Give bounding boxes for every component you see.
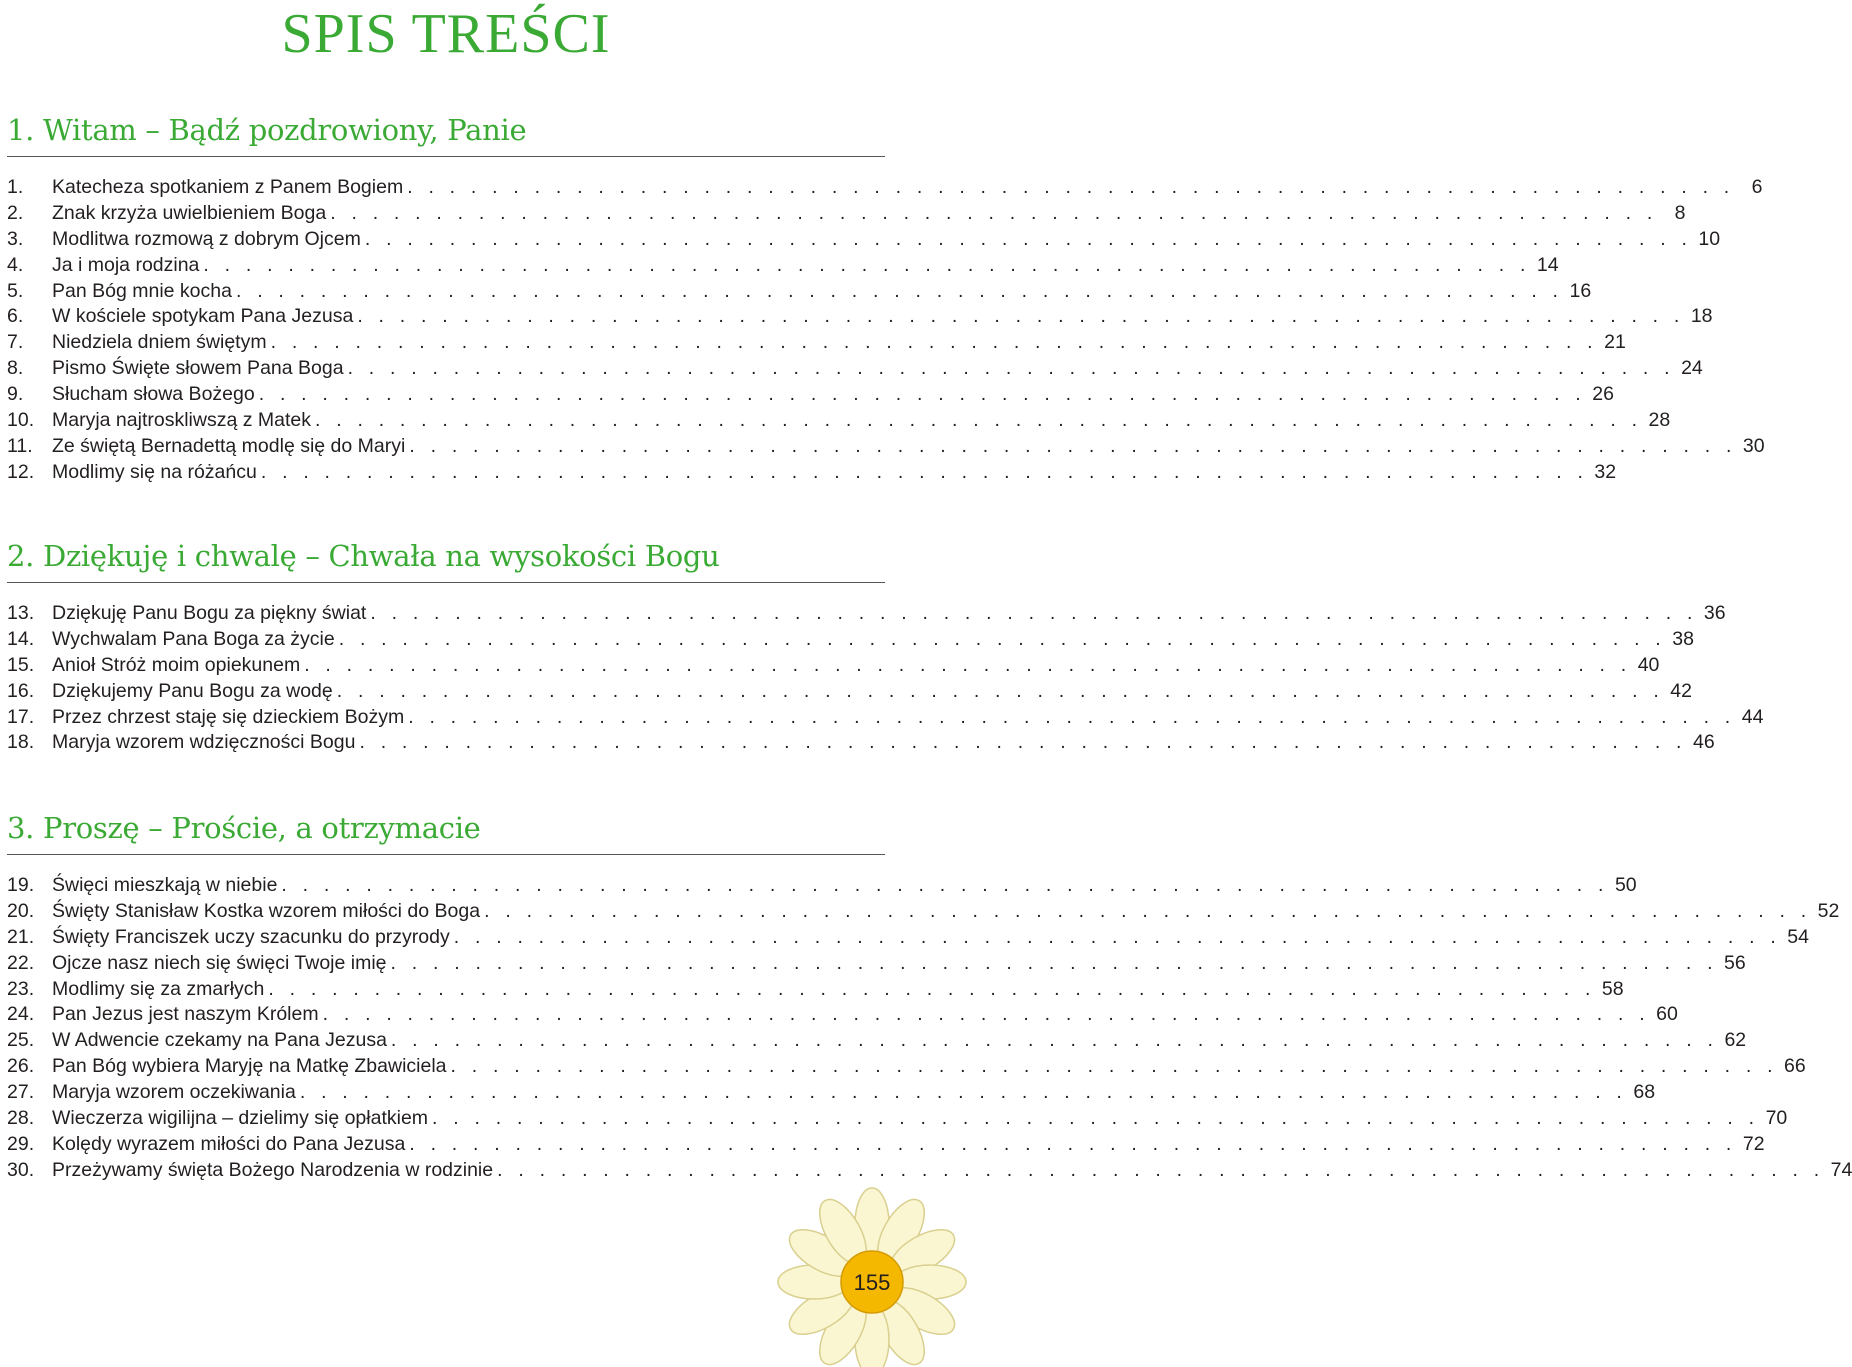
toc-entry-title: Wieczerza wigilijna – dzielimy się opłatkiem xyxy=(52,1107,429,1130)
toc-entry-number: 14. xyxy=(7,627,35,650)
toc-section-3 xyxy=(7,808,1852,1184)
toc-entry-number: 7. xyxy=(7,331,24,354)
toc-entry xyxy=(7,304,1713,330)
section-heading: 1. Witam – Bądź pozdrowiony, Panie xyxy=(7,110,885,157)
toc-leader-dots: . . . . . . . . . . . . . . . . . . . . . . . . . . . . . . . . . . . . . . . . . . . . . . . . . . . . . . . . . . . . . . . xyxy=(432,1107,1760,1130)
toc-entry-page: 72 xyxy=(1742,1132,1765,1155)
toc-entry-number: 5. xyxy=(7,279,24,302)
toc-entry-title: Niedziela dniem świętym xyxy=(52,331,267,354)
toc-entry xyxy=(7,977,1624,1003)
toc-leader-dots: . . . . . . . . . . . . . . . . . . . . . . . . . . . . . . . . . . . . . . . . . . . . . . . . . . . . . . . . . . . . . . . xyxy=(357,305,1685,328)
toc-leader-dots: . . . . . . . . . . . . . . . . . . . . . . . . . . . . . . . . . . . . . . . . . . . . . . . . . . . . . . . . . . . . . . . xyxy=(409,434,1737,457)
toc-leader-dots: . . . . . . . . . . . . . . . . . . . . . . . . . . . . . . . . . . . . . . . . . . . . . . . . . . . . . . . . . . . . . . . xyxy=(281,874,1609,896)
toc-entry-title: Przez chrzest staję się dzieckiem Bożym xyxy=(52,705,405,728)
toc-entry-number: 29. xyxy=(7,1132,35,1155)
flower-page-badge xyxy=(788,1172,960,1367)
toc-entry-title: Wychwalam Pana Boga za życie xyxy=(52,627,335,650)
toc-entry-title: Pan Jezus jest naszym Królem xyxy=(52,1003,319,1026)
toc-leader-dots: . . . . . . . . . . . . . . . . . . . . . . . . . . . . . . . . . . . . . . . . . . . . . . . . . . . . . . . . . . . . . . . xyxy=(299,1081,1628,1104)
toc-entry-page: 68 xyxy=(1633,1081,1656,1104)
toc-leader-dots: . . . . . . . . . . . . . . . . . . . . . . . . . . . . . . . . . . . . . . . . . . . . . . . . . . . . . . . . . . . . . . . xyxy=(497,1158,1825,1181)
toc-entry-number: 30. xyxy=(7,1158,35,1181)
toc-entry xyxy=(7,873,1637,899)
toc-entry xyxy=(7,227,1721,253)
toc-entry-title: W Adwencie czekamy na Pana Jezusa xyxy=(52,1029,387,1052)
toc-entry-title: Pismo Święte słowem Pana Boga xyxy=(52,357,344,380)
toc-entry-number: 22. xyxy=(7,951,35,974)
toc-entry-page: 62 xyxy=(1724,1029,1747,1052)
toc-leader-dots: . . . . . . . . . . . . . . . . . . . . . . . . . . . . . . . . . . . . . . . . . . . . . . . . . . . . . . . . . . . . . . . xyxy=(390,1029,1719,1052)
toc-entry xyxy=(7,925,1809,951)
toc-entry-number: 8. xyxy=(7,357,24,380)
toc-entry xyxy=(7,460,1617,486)
toc-entry-number: 13. xyxy=(7,602,35,624)
toc-entry-title: Pan Bóg mnie kocha xyxy=(52,279,232,302)
section-heading: 3. Proszę – Proście, a otrzymacie xyxy=(7,808,885,855)
toc-list xyxy=(7,175,1765,486)
toc-leader-dots: . . . . . . . . . . . . . . . . . . . . . . . . . . . . . . . . . . . . . . . . . . . . . . . . . . . . . . . . . . . . . . . xyxy=(260,460,1589,483)
toc-entry xyxy=(7,705,1764,731)
toc-entry xyxy=(7,679,1692,705)
toc-leader-dots: . . . . . . . . . . . . . . . . . . . . . . . . . . . . . . . . . . . . . . . . . . . . . . . . . . . . . . . . . . . . . . . xyxy=(314,409,1643,432)
toc-entry-page: 52 xyxy=(1817,899,1840,922)
toc-entry xyxy=(7,1054,1806,1080)
toc-entry xyxy=(7,899,1840,925)
toc-entry-page: 74 xyxy=(1830,1158,1852,1181)
toc-entry-number: 11. xyxy=(7,434,33,457)
toc-entry-title: Ja i moja rodzina xyxy=(52,253,200,276)
toc-entry-title: Znak krzyża uwielbieniem Boga xyxy=(52,201,327,224)
toc-leader-dots: . . . . . . . . . . . . . . . . . . . . . . . . . . . . . . . . . . . . . . . . . . . . . . . . . . . . . . . . . . . . . . . xyxy=(408,705,1736,728)
toc-entry-page: 46 xyxy=(1692,731,1715,754)
toc-leader-dots: . . . . . . . . . . . . . . . . . . . . . . . . . . . . . . . . . . . . . . . . . . . . . . . . . . . . . . . . . . . . . . . xyxy=(370,602,1698,624)
section-heading: 2. Dziękuję i chwalę – Chwała na wysokości Bogu xyxy=(7,536,885,583)
toc-entry-number: 16. xyxy=(7,679,35,702)
toc-leader-dots: . . . . . . . . . . . . . . . . . . . . . . . . . . . . . . . . . . . . . . . . . . . . . . . . . . . . . . . . . . . . . . . xyxy=(390,951,1718,974)
toc-entry-number: 26. xyxy=(7,1055,35,1078)
toc-entry-page: 50 xyxy=(1614,874,1637,896)
toc-leader-dots: . . . . . . . . . . . . . . . . . . . . . . . . . . . . . . . . . . . . . . . . . . . . . . . . . . . . . . . . . . . . . . . xyxy=(203,253,1531,276)
toc-leader-dots: . . . . . . . . . . . . . . . . . . . . . . . . . . . . . . . . . . . . . . . . . . . . . . . . . . . . . . . . . . . . . . . xyxy=(347,357,1675,380)
toc-entry xyxy=(7,601,1726,627)
toc-entry-page: 14 xyxy=(1536,253,1559,276)
toc-entry-title: Modlimy się na różańcu xyxy=(52,460,257,483)
toc-entry-number: 1. xyxy=(7,176,24,198)
toc-entry xyxy=(7,1132,1765,1158)
toc-leader-dots: . . . . . . . . . . . . . . . . . . . . . . . . . . . . . . . . . . . . . . . . . . . . . . . . . . . . . . . . . . . . . . . xyxy=(453,925,1781,948)
toc-entry-number: 4. xyxy=(7,253,24,276)
toc-entry-title: Anioł Stróż moim opiekunem xyxy=(52,653,301,676)
toc-leader-dots: . . . . . . . . . . . . . . . . . . . . . . . . . . . . . . . . . . . . . . . . . . . . . . . . . . . . . . . . . . . . . . . xyxy=(364,227,1693,250)
page-title: SPIS TREŚCI xyxy=(281,3,611,65)
toc-entry-title: Kolędy wyrazem miłości do Pana Jezusa xyxy=(52,1132,406,1155)
toc-entry-page: 58 xyxy=(1601,977,1624,1000)
toc-entry-number: 28. xyxy=(7,1107,35,1130)
toc-entry-title: Dziękuję Panu Bogu za piękny świat xyxy=(52,602,367,624)
toc-entry-page: 60 xyxy=(1656,1003,1678,1026)
toc-entry xyxy=(7,1002,1678,1028)
toc-entry-title: Katecheza spotkaniem z Panem Bogiem xyxy=(52,176,404,198)
toc-entry xyxy=(7,1028,1747,1054)
toc-entry xyxy=(7,330,1626,356)
toc-leader-dots: . . . . . . . . . . . . . . . . . . . . . . . . . . . . . . . . . . . . . . . . . . . . . . . . . . . . . . . . . . . . . . . xyxy=(322,1003,1650,1026)
toc-entry-page: 18 xyxy=(1690,305,1713,328)
toc-entry-title: Przeżywamy święta Bożego Narodzenia w rodzinie xyxy=(52,1158,494,1181)
toc-entry-title: Święci mieszkają w niebie xyxy=(52,874,278,896)
toc-entry-page: 38 xyxy=(1672,627,1694,650)
toc-entry-page: 21 xyxy=(1604,331,1626,354)
toc-entry-page: 56 xyxy=(1724,951,1746,974)
toc-entry-title: Ojcze nasz niech się święci Twoje imię xyxy=(52,951,387,974)
toc-entry-number: 3. xyxy=(7,227,24,250)
toc-list xyxy=(7,601,1764,756)
toc-leader-dots: . . . . . . . . . . . . . . . . . . . . . . . . . . . . . . . . . . . . . . . . . . . . . . . . . . . . . . . . . . . . . . . xyxy=(484,899,1812,922)
toc-entry-number: 27. xyxy=(7,1081,35,1104)
toc-entry-page: 36 xyxy=(1703,602,1726,624)
toc-entry xyxy=(7,201,1686,227)
toc-list xyxy=(7,873,1852,1184)
toc-entry-number: 24. xyxy=(7,1003,35,1026)
toc-entry xyxy=(7,253,1559,279)
toc-entry-number: 19. xyxy=(7,874,35,896)
toc-section-2 xyxy=(7,536,1764,756)
toc-entry-page: 8 xyxy=(1674,201,1686,224)
toc-entry-page: 10 xyxy=(1698,227,1721,250)
toc-entry-number: 20. xyxy=(7,899,35,922)
toc-entry-page: 24 xyxy=(1681,357,1703,380)
toc-leader-dots: . . . . . . . . . . . . . . . . . . . . . . . . . . . . . . . . . . . . . . . . . . . . . . . . . . . . . . . . . . . . . . . xyxy=(450,1055,1778,1078)
toc-entry-number: 17. xyxy=(7,705,35,728)
toc-entry-page: 28 xyxy=(1648,409,1671,432)
toc-leader-dots: . . . . . . . . . . . . . . . . . . . . . . . . . . . . . . . . . . . . . . . . . . . . . . . . . . . . . . . . . . . . . . . xyxy=(336,679,1664,702)
toc-section-1 xyxy=(7,110,1765,486)
toc-entry-page: 44 xyxy=(1741,705,1764,728)
toc-entry-page: 16 xyxy=(1569,279,1592,302)
toc-entry xyxy=(7,1158,1852,1184)
toc-entry-title: Modlitwa rozmową z dobrym Ojcem xyxy=(52,227,361,250)
toc-entry-title: Maryja wzorem wdzięczności Bogu xyxy=(52,731,356,754)
toc-entry-number: 10. xyxy=(7,409,35,432)
toc-entry xyxy=(7,951,1746,977)
toc-entry-number: 12. xyxy=(7,460,35,483)
toc-entry-page: 42 xyxy=(1670,679,1692,702)
toc-leader-dots: . . . . . . . . . . . . . . . . . . . . . . . . . . . . . . . . . . . . . . . . . . . . . . . . . . . . . . . . . . . . . . . xyxy=(407,176,1735,198)
toc-entry-page: 6 xyxy=(1751,176,1763,198)
page-number: 155 xyxy=(853,1270,891,1295)
toc-entry xyxy=(7,356,1703,382)
toc-entry xyxy=(7,1080,1656,1106)
toc-entry-page: 40 xyxy=(1637,653,1660,676)
toc-entry-title: Słucham słowa Bożego xyxy=(52,383,255,406)
toc-entry-number: 2. xyxy=(7,201,24,224)
toc-leader-dots: . . . . . . . . . . . . . . . . . . . . . . . . . . . . . . . . . . . . . . . . . . . . . . . . . . . . . . . . . . . . . . . xyxy=(338,627,1666,650)
toc-entry-title: Dziękujemy Panu Bogu za wodę xyxy=(52,679,333,702)
toc-entry-title: Święty Franciszek uczy szacunku do przyrody xyxy=(52,925,450,948)
toc-entry xyxy=(7,1106,1788,1132)
toc-entry xyxy=(7,279,1592,305)
toc-entry-title: Ze świętą Bernadettą modlę się do Maryi xyxy=(52,434,406,457)
toc-entry-page: 32 xyxy=(1594,460,1617,483)
toc-entry-number: 18. xyxy=(7,731,35,754)
toc-leader-dots: . . . . . . . . . . . . . . . . . . . . . . . . . . . . . . . . . . . . . . . . . . . . . . . . . . . . . . . . . . . . . . . xyxy=(270,331,1598,354)
toc-entry-number: 15. xyxy=(7,653,35,676)
toc-entry xyxy=(7,434,1765,460)
toc-entry-page: 30 xyxy=(1742,434,1765,457)
toc-entry-title: W kościele spotykam Pana Jezusa xyxy=(52,305,354,328)
toc-leader-dots: . . . . . . . . . . . . . . . . . . . . . . . . . . . . . . . . . . . . . . . . . . . . . . . . . . . . . . . . . . . . . . . xyxy=(409,1132,1737,1155)
toc-entry-title: Maryja najtroskliwszą z Matek xyxy=(52,409,311,432)
toc-entry-title: Modlimy się za zmarłych xyxy=(52,977,265,1000)
toc-entry xyxy=(7,730,1715,756)
toc-leader-dots: . . . . . . . . . . . . . . . . . . . . . . . . . . . . . . . . . . . . . . . . . . . . . . . . . . . . . . . . . . . . . . . xyxy=(235,279,1564,302)
toc-entry xyxy=(7,653,1660,679)
toc-entry-number: 25. xyxy=(7,1029,35,1052)
toc-entry-number: 21. xyxy=(7,925,35,948)
toc-entry-number: 6. xyxy=(7,305,24,328)
toc-leader-dots: . . . . . . . . . . . . . . . . . . . . . . . . . . . . . . . . . . . . . . . . . . . . . . . . . . . . . . . . . . . . . . . xyxy=(268,977,1596,1000)
toc-entry-title: Święty Stanisław Kostka wzorem miłości do Boga xyxy=(52,899,481,922)
toc-entry-page: 70 xyxy=(1765,1107,1788,1130)
toc-entry xyxy=(7,382,1614,408)
toc-entry-page: 26 xyxy=(1592,383,1614,406)
toc-entry-number: 23. xyxy=(7,977,35,1000)
toc-entry-page: 66 xyxy=(1784,1055,1806,1078)
toc-entry xyxy=(7,627,1694,653)
toc-leader-dots: . . . . . . . . . . . . . . . . . . . . . . . . . . . . . . . . . . . . . . . . . . . . . . . . . . . . . . . . . . . . . . . xyxy=(359,731,1687,754)
toc-leader-dots: . . . . . . . . . . . . . . . . . . . . . . . . . . . . . . . . . . . . . . . . . . . . . . . . . . . . . . . . . . . . . . . xyxy=(330,201,1658,224)
toc-leader-dots: . . . . . . . . . . . . . . . . . . . . . . . . . . . . . . . . . . . . . . . . . . . . . . . . . . . . . . . . . . . . . . . xyxy=(258,383,1586,406)
toc-entry xyxy=(7,408,1671,434)
toc-entry-number: 9. xyxy=(7,383,24,406)
toc-entry-page: 54 xyxy=(1787,925,1809,948)
toc-entry xyxy=(7,175,1763,201)
toc-entry-title: Maryja wzorem oczekiwania xyxy=(52,1081,296,1104)
toc-leader-dots: . . . . . . . . . . . . . . . . . . . . . . . . . . . . . . . . . . . . . . . . . . . . . . . . . . . . . . . . . . . . . . . xyxy=(304,653,1632,676)
toc-entry-title: Pan Bóg wybiera Maryję na Matkę Zbawiciela xyxy=(52,1055,447,1078)
